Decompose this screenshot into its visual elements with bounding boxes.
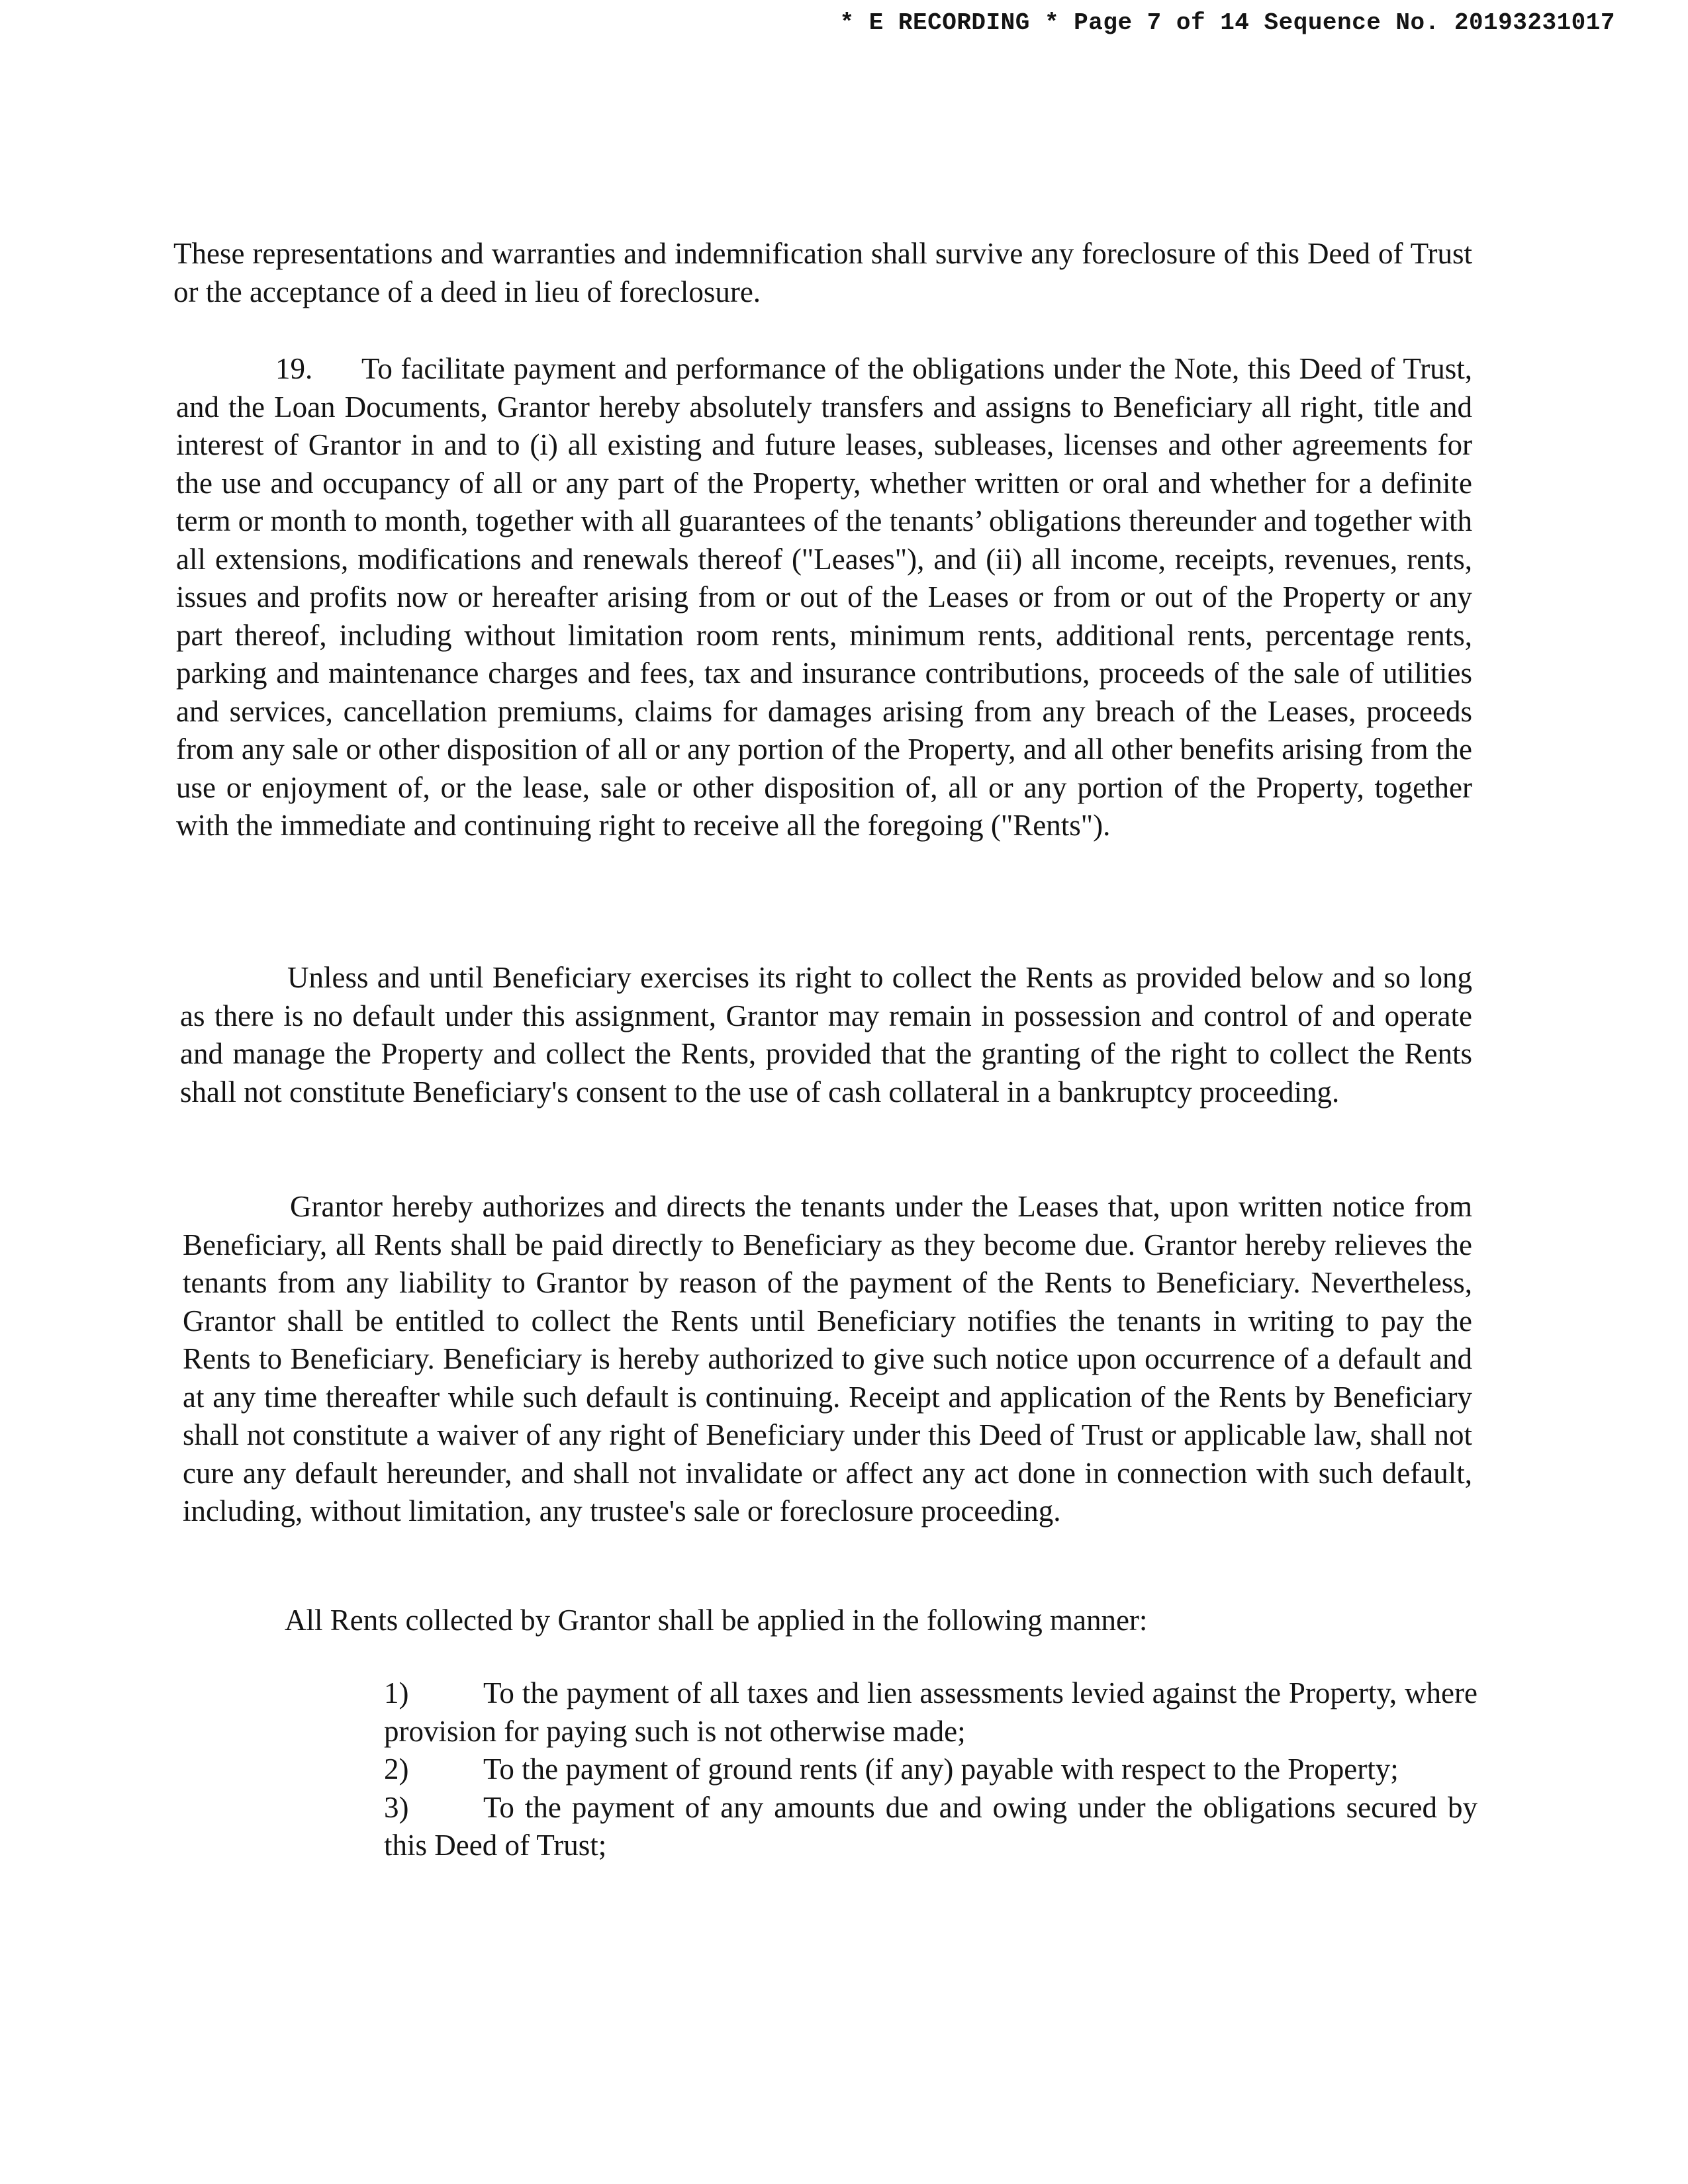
list-item-text: To the payment of ground rents (if any) payable with respect to the Property; (483, 1752, 1399, 1786)
list-item (384, 1751, 1477, 1789)
list-item-text: To the payment of all taxes and lien assessments levied against the Property, where provision for paying such is not otherwise made; (384, 1676, 1477, 1748)
section-19-paragraph (176, 350, 1472, 845)
list-item-number: 3) (384, 1790, 409, 1824)
section-19-text: To facilitate payment and performance of the obligations under the Note, this Deed of Trust, and the Loan Documents, Grantor hereby absolutely transfers and assigns to Beneficiary all right, title and interest of Grantor in and to (i) all existing and future leases, subleases, licenses and other agreements for the use and occupancy of all or any part of the Property, whether written or oral and whether for a definite term or month to month, together with all guarantees of the tenants’ obligations thereunder and together with all extensions, modifications and renewals thereof ("Leases"), and (ii) all income, receipts, revenues, rents, issues and profits now or hereafter arising from or out of the Leases or from or out of the Property or any part thereof, including without limitation room rents, minimum rents, additional rents, percentage rents, parking and maintenance charges and fees, tax and insurance contributions, proceeds of the sale of utilities and services, cancellation premiums, claims for damages arising from any breach of the Leases, proceeds from any sale or other disposition of all or any portion of the Property, and all other benefits arising from the use or enjoyment of, or the lease, sale or other disposition of, all or any portion of the Property, together with the immediate and continuing right to receive all the foregoing ("Rents"). (176, 352, 1472, 842)
rents-application-list (384, 1674, 1477, 1865)
list-item-number: 2) (384, 1752, 409, 1786)
all-rents-paragraph: All Rents collected by Grantor shall be applied in the following manner: (285, 1604, 1148, 1637)
list-item (384, 1674, 1477, 1751)
list-item (384, 1789, 1477, 1865)
intro-paragraph: These representations and warranties and indemnification shall survive any foreclosure of this Deed of Trust or the acceptance of a deed in lieu of foreclosure. (173, 237, 1472, 308)
unless-paragraph: Unless and until Beneficiary exercises its right to collect the Rents as provided below and so long as there is no default under this assignment, Grantor may remain in possession and control of and operate and manage the Property and collect the Rents, provided that the granting of the right to collect the Rents shall not constitute Beneficiary's consent to the use of cash collateral in a bankruptcy proceeding. (180, 961, 1472, 1109)
section-19-number: 19. (275, 352, 313, 385)
grantor-paragraph: Grantor hereby authorizes and directs the tenants under the Leases that, upon written notice from Beneficiary, all Rents shall be paid directly to Beneficiary as they become due. Grantor hereby relieves the tenants from any liability to Grantor by reason of the payment of the Rents to Beneficiary. Nevertheless, Grantor shall be entitled to collect the Rents until Beneficiary notifies the tenants in writing to pay the Rents to Beneficiary. Beneficiary is hereby authorized to give such notice upon occurrence of a default and at any time thereafter while such default is continuing. Receipt and application of the Rents by Beneficiary shall not constitute a waiver of any right of Beneficiary under this Deed of Trust or applicable law, shall not cure any default hereunder, and shall not invalidate or affect any act done in connection with such default, including, without limitation, any trustee's sale or foreclosure proceeding. (183, 1190, 1472, 1527)
recording-header: * E RECORDING * Page 7 of 14 Sequence No. 20193231017 (839, 9, 1615, 36)
list-item-number: 1) (384, 1676, 409, 1709)
list-item-text: To the payment of any amounts due and owing under the obligations secured by this Deed of Trust; (384, 1790, 1477, 1862)
